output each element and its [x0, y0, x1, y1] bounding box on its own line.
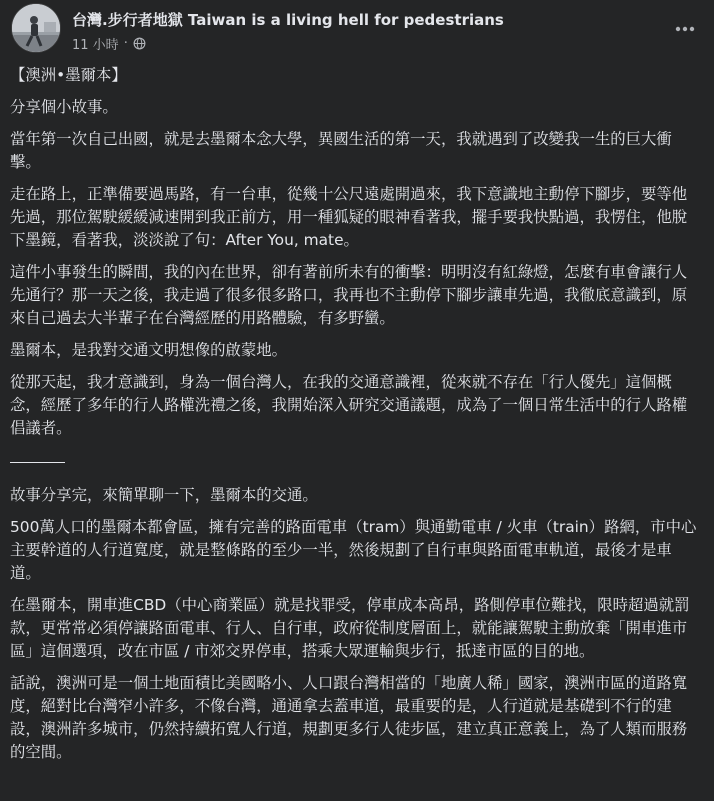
post-paragraph: 500萬人口的墨爾本都會區，擁有完善的路面電車（tram）與通勤電車 / 火車（train）路網，市中心主要幹道的人行道寬度，就是整條路的至少一半，然後規劃了自行車與路面電車軌道，最後才是車道。: [10, 518, 697, 582]
globe-icon: [133, 37, 146, 50]
post-paragraph: 分享個小故事。: [10, 98, 118, 116]
post-paragraph: 墨爾本，是我對交通文明想像的啟蒙地。: [10, 341, 288, 359]
meta-separator: ·: [123, 36, 128, 51]
post-paragraph: 走在路上，正準備要過馬路，有一台車，從幾十公尺遠處開過來，我下意識地主動停下腳步，要等他先過，那位駕駛緩緩減速開到我正前方，用一種狐疑的眼神看著我，擺手要我快點過，我愣住，他脫下墨鏡，看著我，淡淡說了句：After You, mate。: [10, 185, 688, 249]
more-horizontal-icon: [675, 26, 695, 32]
post-body: [10, 64, 702, 773]
post-timestamp[interactable]: 11 小時: [72, 38, 119, 53]
post-meta: [72, 34, 146, 53]
post-paragraph: 在墨爾本，開車進CBD（中心商業區）就是找罪受，停車成本高昂，路側停車位難找，限時超過就罰款，更常常必須停讓路面電車、行人、自行車，政府從制度層面上，就能讓駕駛主動放棄「開車進市區」這個選項，改在市區 / 市郊交界停車，搭乘大眾運輸與步行，抵達市區的目的地。: [10, 596, 690, 660]
page-avatar[interactable]: [11, 3, 61, 53]
post-paragraph: 從那天起，我才意識到，身為一個台灣人，在我的交通意識裡，從來就不存在「行人優先」這個概念，經歷了多年的行人路權洗禮之後，我開始深入研究交通議題，成為了一個日常生活中的行人路權倡議者。: [10, 373, 688, 437]
post-paragraph: 故事分享完，來簡單聊一下，墨爾本的交通。: [10, 486, 318, 504]
more-options-button[interactable]: [667, 11, 703, 47]
post-paragraph: 【澳洲•墨爾本】: [10, 66, 127, 84]
post-paragraph: 這件小事發生的瞬間，我的內在世界，卻有著前所未有的衝擊：明明沒有紅綠燈，怎麼有車會讓行人先通行？那一天之後，我走過了很多很多路口，我再也不主動停下腳步讓車先過，我徹底意識到，原來自己過去大半輩子在台灣經歷的用路體驗，有多野蠻。: [10, 263, 688, 327]
avatar-photo: [12, 4, 61, 53]
post-header: [11, 3, 703, 59]
post-paragraph: 當年第一次自己出國，就是去墨爾本念大學，異國生活的第一天，我就遇到了改變我一生的巨大衝擊。: [10, 130, 672, 171]
post-paragraph: 話說，澳洲可是一個土地面積比美國略小、人口跟台灣相當的「地廣人稀」國家，澳洲市區的道路寬度，絕對比台灣窄小許多，不像台灣，通通拿去蓋車道，最重要的是，人行道就是基礎到不行的建設，澳洲許多城市，仍然持續拓寬人行道，規劃更多行人徒步區，建立真正意義上，為了人類而服務的空間。: [10, 674, 688, 761]
page-name-link[interactable]: 台灣.步行者地獄 Taiwan is a living hell for pedestrians: [72, 11, 504, 29]
section-divider: [10, 462, 65, 463]
